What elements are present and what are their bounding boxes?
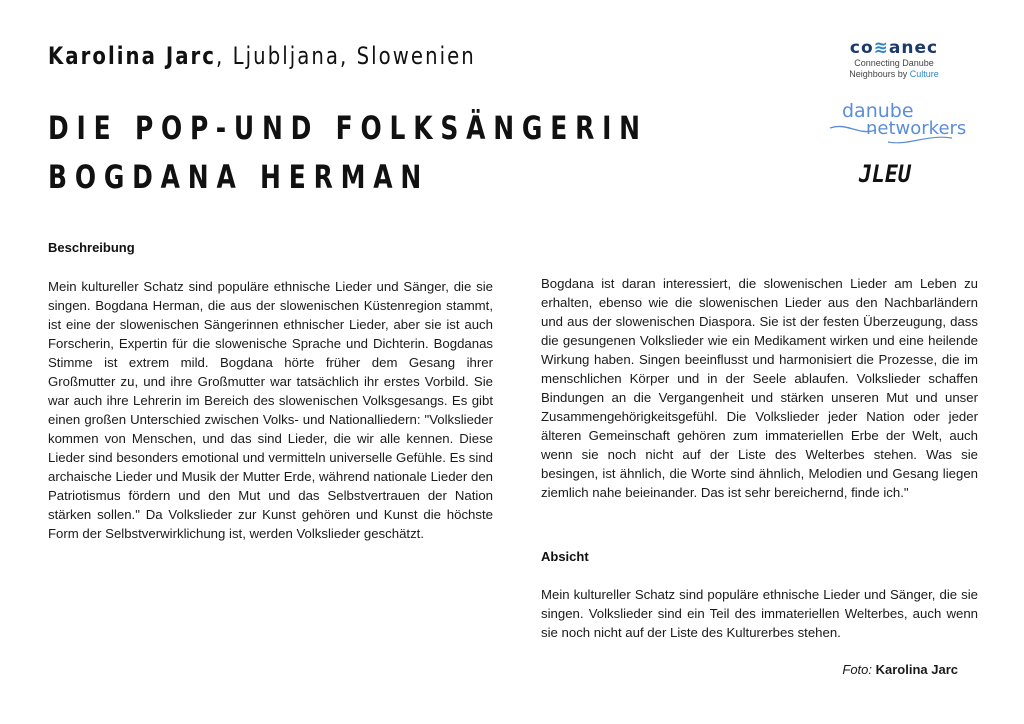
photo-credit xyxy=(700,662,958,677)
section-heading-absicht: Absicht xyxy=(541,549,589,564)
cobanec-wordmark-part1: co xyxy=(849,38,874,58)
networkers-word: networkers xyxy=(866,118,967,139)
cobanec-tagline xyxy=(844,58,944,80)
jleu-logo: JLEU xyxy=(858,160,911,188)
cobanec-tagline-line1: Connecting Danube xyxy=(854,58,934,68)
photo-credit-name: Karolina Jarc xyxy=(875,662,958,677)
photo-credit-label: Foto: xyxy=(842,662,876,677)
paragraph-fortsetzung: Bogdana ist daran interessiert, die slowenischen Lieder am Leben zu erhalten, ebenso wie die slowenischen Lieder aus den Nachbarländern und aus der slowenischen Diaspora. Sie ist der festen Überzeugung, dass die gesungenen Volkslieder wie ein Medikament wirken und eine heilende Wirkung haben. Singen beeinflusst und harmonisiert die Prozesse, die im menschlichen Körper und in der Seele ablaufen. Volkslieder schaffen Bindungen an die Vergangenheit und stärken unseren Mut und unser Zusammengehörigkeitsgefühl. Die Volkslieder jeder Nation oder jeder älteren Gemeinschaft gehören zum immateriellen Erbe der Welt, auch wenn sie noch nicht auf der Liste des Welterbes stehen. Was sie besingen, ist ähnlich, die Worte sind ähnlich, Melodien und Gesang liegen ziemlich nahe beieinander. Das ist sehr bereichernd, finde ich." xyxy=(541,276,978,500)
paragraph-beschreibung: Mein kultureller Schatz sind populäre ethnische Lieder und Sänger, die sie singen. Bogdana Herman, die aus der slowenischen Küstenregion stammt, ist eine der slowenischen Sängerinnen ethnischer Lieder, aber sie ist auch Forscherin, Expertin für die slowenische Sprache und Dichterin. Bogdanas Stimme ist extrem mild. Bogdana hörte früher dem Gesang ihrer Großmutter zu, und ihre Großmutter war tatsächlich ihr erstes Vorbild. Sie war auch ihre Lehrerin im Bereich des slowenischen Volksgesangs. Es gibt einen großen Unterschied zwischen Volks- und Nationalliedern: "Volkslieder kommen von Menschen, und das sind Lieder, die wir alle kennen. Diese Lieder sind besonders emotional und vermitteln universelle Gefühle. Es sind archaische Lieder und Musik der Mutter Erde, während nationale Lieder den Patriotismus fördern und den Mut und das Selbstvertrauen der Nation stärken sollen." Da Volkslieder zur Kunst gehören und Kunst die höchste Form der Selbstverwirklichung ist, werden Volkslieder geschätzt. xyxy=(48,279,493,541)
danube-networkers-logo xyxy=(828,100,968,144)
cobanec-wordmark xyxy=(844,38,944,58)
cobanec-tagline-line2 xyxy=(844,69,944,80)
paragraph-absicht: Mein kultureller Schatz sind populäre ethnische Lieder und Sänger, die sie singen. Volkslieder sind ein Teil des immateriellen Welterbes, auch wenn sie noch nicht auf der Liste des Kulturerbes stehen. xyxy=(541,587,978,640)
page-title: DIE POP-UND FOLKSÄNGERIN BOGDANA HERMAN xyxy=(48,109,648,196)
danube-word: danube xyxy=(842,100,914,122)
cobanec-logo xyxy=(844,38,944,80)
cobanec-wordmark-part2: anec xyxy=(888,38,939,58)
author-location: , Ljubljana, Slowenien xyxy=(216,42,476,70)
author-line xyxy=(48,42,476,70)
cobanec-tagline-line2a: Neighbours by xyxy=(849,69,910,79)
cobanec-tagline-culture: Culture xyxy=(909,69,939,79)
section-heading-beschreibung: Beschreibung xyxy=(48,240,135,255)
wave-icon: ≋ xyxy=(873,38,889,58)
author-name: Karolina Jarc xyxy=(48,42,217,70)
